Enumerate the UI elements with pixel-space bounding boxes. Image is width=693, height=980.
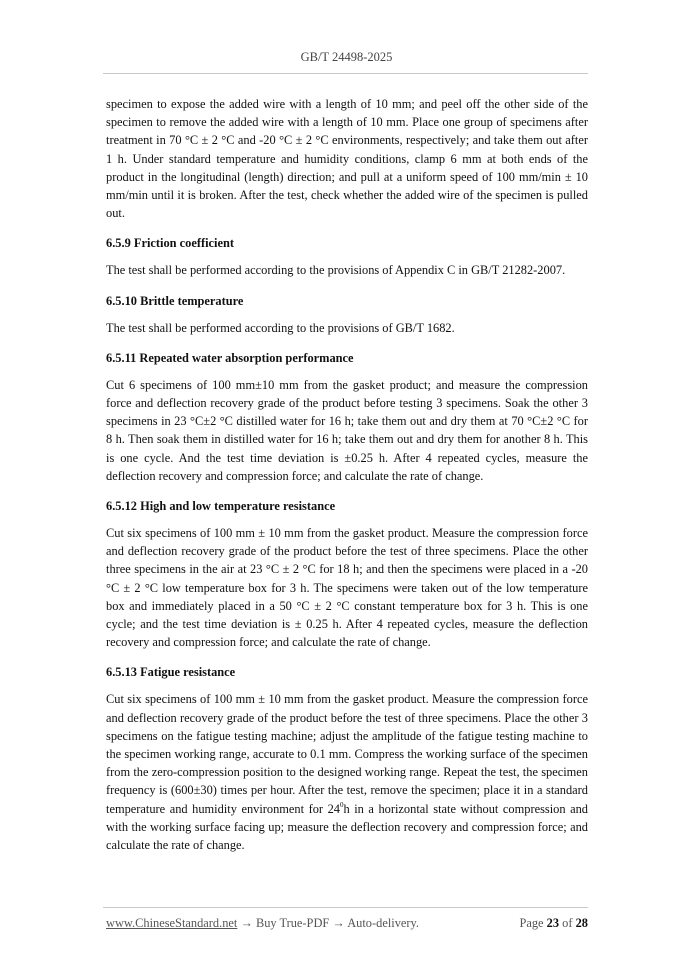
- time-tolerance-superscript: 0: [340, 800, 344, 809]
- footer-divider: [103, 907, 588, 908]
- heading-repeated-water-absorption: 6.5.11 Repeated water absorption performance: [106, 350, 354, 365]
- paragraph-friction-coefficient: The test shall be performed according to the provisions of Appendix C in GB/T 21282-2007.: [106, 263, 566, 278]
- page-indicator: [519, 916, 588, 931]
- page-header: [0, 50, 693, 65]
- heading-brittle-temperature: 6.5.10 Brittle temperature: [106, 293, 244, 308]
- paragraph-repeated-water-absorption: Cut 6 specimens of 100 mm±10 mm from the gasket product; and measure the compression force and deflection recovery grade of the product before testing 3 specimens. Soak the other 3 specimens in 23 °C±2 °C distilled water for 16 h; take them out and dry them at 70 °C±2 °C for 8 h. Then soak them in distilled water for 16 h; take them out and dry them for another 8 h. This is one cycle. And the test time deviation is ±0.25 h. After 4 repeated cycles, measure the deflection recovery and compression force; and calculate the rate of change.: [106, 377, 588, 483]
- heading-fatigue-resistance: 6.5.13 Fatigue resistance: [106, 665, 236, 680]
- arrow-right-icon: →: [332, 916, 345, 930]
- buy-pdf-text: Buy True-PDF: [255, 916, 330, 930]
- arrow-right-icon: →: [240, 916, 253, 930]
- page-body: [106, 95, 588, 854]
- of-label: of: [562, 916, 573, 930]
- page-label: Page: [519, 916, 544, 930]
- auto-delivery-text: Auto-delivery.: [347, 916, 420, 930]
- paragraph-high-low-temperature: Cut six specimens of 100 mm ± 10 mm from the gasket product. Measure the compression force and deflection recovery grade of the product before the test of three specimens. Place the other three specimens in the air at 23 °C ± 2 °C for 18 h; and then the specimens were placed in a -20 °C ± 2 °C low temperature box for 3 h. The specimens were taken out of the low temperature box and immediately placed in a 50 °C ± 2 °C constant temperature box for 3 h. This is one cycle; and the test time deviation is ± 0.25 h. After 4 repeated cycles, measure the deflection recovery and compression force; and calculate the rate of change.: [106, 526, 588, 650]
- header-divider: [103, 73, 588, 74]
- paragraph-fatigue-resistance: [106, 690, 588, 854]
- current-page-number: 23: [546, 916, 560, 930]
- paragraph-brittle-temperature: The test shall be performed according to the provisions of GB/T 1682.: [106, 320, 455, 335]
- heading-friction-coefficient: 6.5.9 Friction coefficient: [106, 236, 234, 251]
- fatigue-text-part-1: Cut six specimens of 100 mm ± 10 mm from the gasket product. Measure the compression force and deflection recovery grade of the product before the test of three specimens. Place the other 3 specimens on the fatigue testing machine; adjust the amplitude of the fatigue testing machine to the specimen working range, accurate to 0.1 mm. Compress the working surface of the specimen from the zero-compression position to the designed working range. Repeat the test, the specimen frequency is (600±30) times per hour. After the test, remove the specimen; place it in a standard temperature and humidity environment for 24: [106, 692, 588, 816]
- paragraph-continuation: specimen to expose the added wire with a length of 10 mm; and peel off the other side of the specimen to remove the added wire with a length of 10 mm. Place one group of specimens after treatment in 70 °C ± 2 °C and -20 °C ± 2 °C environments, respectively; and take them out after 1 h. Under standard temperature and humidity conditions, clamp 6 mm at both ends of the product in the longitudinal (length) direction; and pull at a uniform speed of 100 mm/min ± 10 mm/min until it is broken. After the test, check whether the added wire of the specimen is pulled out.: [106, 97, 588, 221]
- website-link[interactable]: www.ChineseStandard.net: [106, 916, 238, 930]
- total-page-count: 28: [575, 916, 588, 930]
- footer-promo: [106, 916, 419, 931]
- heading-high-low-temperature: 6.5.12 High and low temperature resistance: [106, 499, 336, 514]
- document-number: GB/T 24498-2025: [300, 50, 393, 64]
- fatigue-text-part-2: h in a horizontal state without compression and with the working surface facing up; measure the deflection recovery and compression force; and calculate the rate of change.: [106, 801, 588, 853]
